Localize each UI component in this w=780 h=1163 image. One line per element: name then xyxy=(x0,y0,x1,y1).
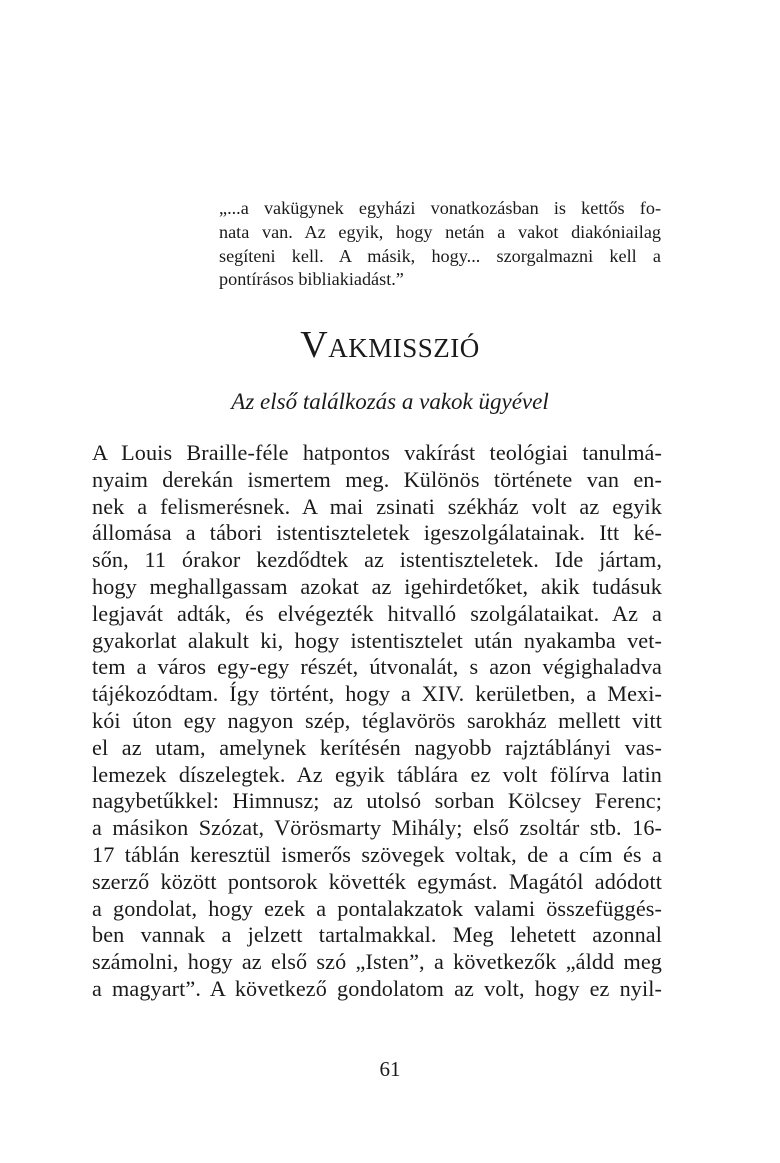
body-line: lemezek díszelegtek. Az egyik táblára ez volt fölírva latin xyxy=(92,761,662,787)
body-line: nagybetűkkel: Himnusz; az utolsó sorban Kölcsey Ferenc; xyxy=(92,788,662,814)
body-line: hogy meghallgassam azokat az igehirdetőket, akik tudásuk xyxy=(92,573,662,599)
body-line: a magyart”. A következő gondolatom az volt, hogy ez nyil- xyxy=(92,975,662,1001)
epigraph-line: segíteni kell. A másik, hogy... szorgalmazni kell a xyxy=(219,245,661,266)
body-line: ben vannak a jelzett tartalmakkal. Meg lehetett azonnal xyxy=(92,922,662,948)
body-line: gyakorlat alakult ki, hogy istentisztelet után nyakamba vet- xyxy=(92,627,662,653)
epigraph-line: nata van. Az egyik, hogy netán a vakot diakóniailag xyxy=(219,221,661,242)
body-line: el az utam, amelynek kerítésén nagyobb rajztáblányi vas- xyxy=(92,734,662,760)
body-line: 17 táblán keresztül ismerős szövegek voltak, de a cím és a xyxy=(92,841,662,867)
body-line: tájékozódtam. Így történt, hogy a XIV. kerületben, a Mexi- xyxy=(92,681,662,707)
body-line: sőn, 11 órakor kezdődtek az istentiszteletek. Ide jártam, xyxy=(92,547,662,573)
body-line: nek a felismerésnek. A mai zsinati székház volt az egyik xyxy=(92,493,662,519)
body-line: legjavát adták, és elvégezték hitvalló szolgálataikat. Az a xyxy=(92,600,662,626)
body-line: szerző között pontsorok követték egymást. Magától adódott xyxy=(92,868,662,894)
body-paragraph xyxy=(92,440,662,1003)
body-line: állomása a tábori istentiszteletek igeszolgálatainak. Itt ké- xyxy=(92,520,662,546)
body-line: A Louis Braille-féle hatpontos vakírást teológiai tanulmá- xyxy=(92,440,662,465)
page-number: 61 xyxy=(379,1057,401,1081)
body-line: számolni, hogy az első szó „Isten”, a következők „áldd meg xyxy=(92,949,662,975)
body-line: kói úton egy nagyon szép, téglavörös sarokház mellett vitt xyxy=(92,707,662,733)
chapter-subtitle: Az első találkozás a vakok ügyével xyxy=(231,389,549,414)
body-line: tem a város egy-egy részét, útvonalát, s azon végighaladva xyxy=(92,654,662,680)
chapter-title: Vakmisszió xyxy=(300,324,480,366)
body-line: a másikon Szózat, Vörösmarty Mihály; első zsoltár stb. 16- xyxy=(92,815,662,841)
body-line: nyaim derekán ismertem meg. Különös története van en- xyxy=(92,466,662,492)
epigraph-line: pontírásos bibliakiadást.” xyxy=(219,269,404,290)
body-line: a gondolat, hogy ezek a pontalakzatok valami összefüggés- xyxy=(92,895,662,921)
epigraph-quote xyxy=(219,197,661,292)
epigraph-line: „...a vakügynek egyházi vonatkozásban is kettős fo- xyxy=(219,198,661,218)
